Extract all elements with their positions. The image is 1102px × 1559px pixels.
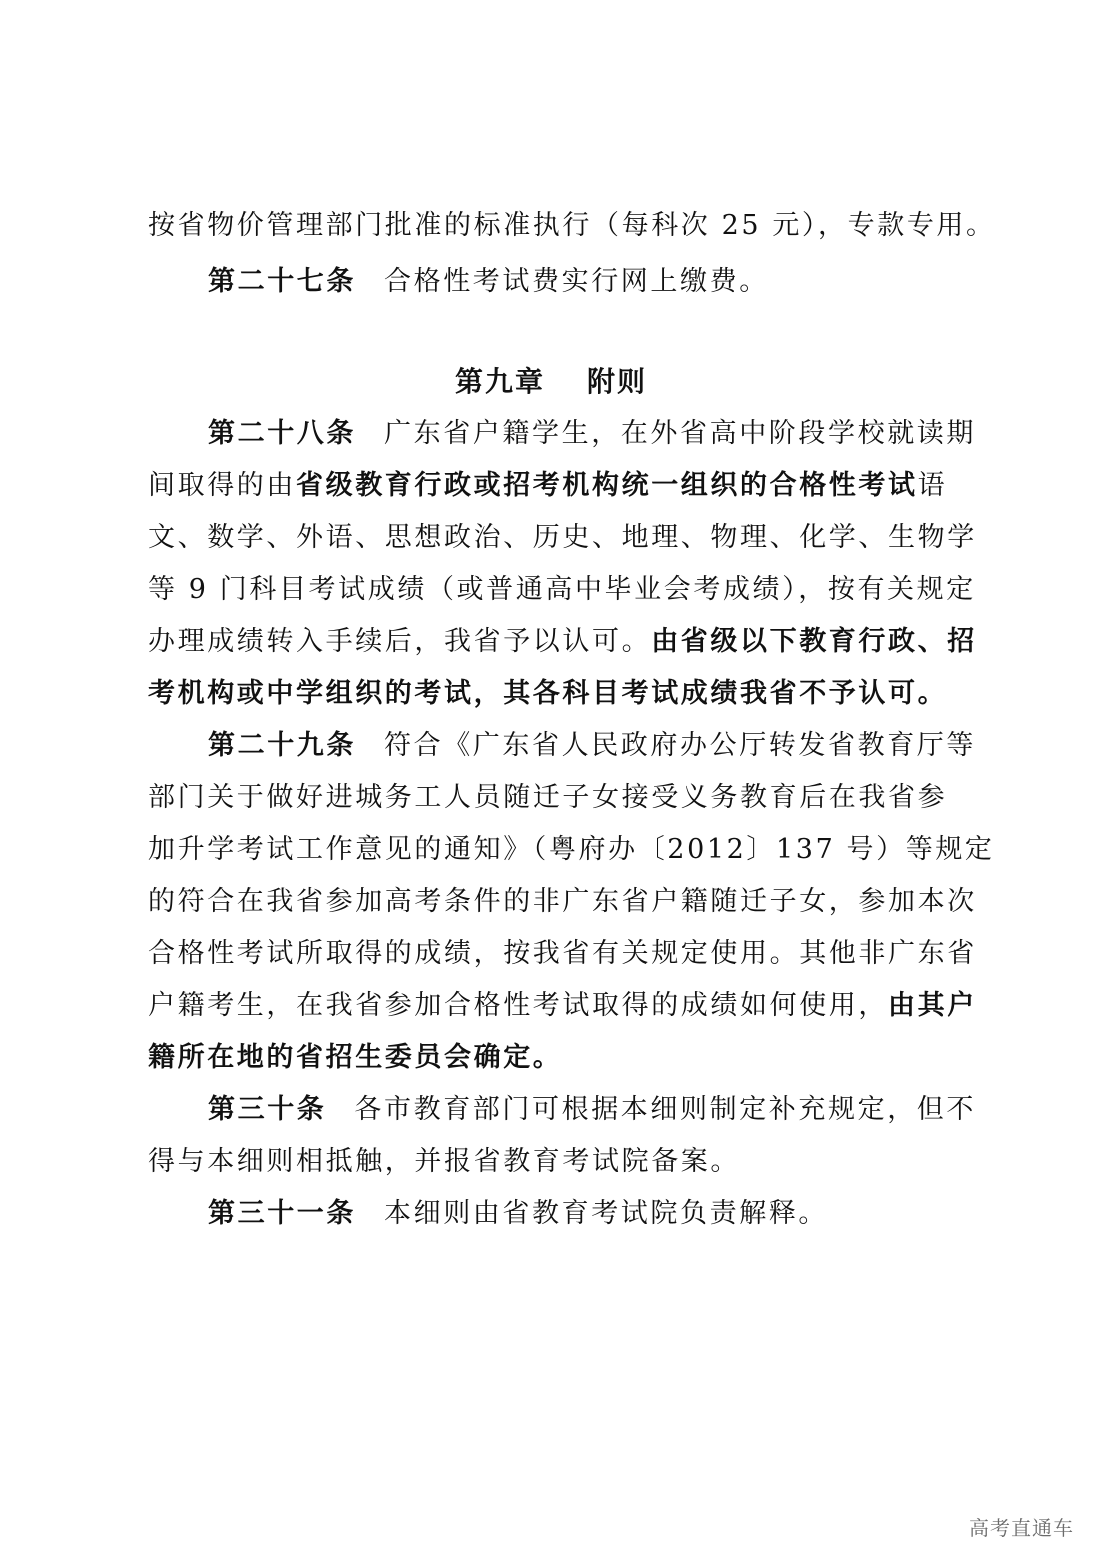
text-line: 等 9 门科目考试成绩（或普通高中毕业会考成绩），按有关规定: [148, 574, 976, 605]
bold-text-segment: 由省级以下教育行政、招: [651, 626, 977, 657]
text-segment: 户籍考生，在我省参加合格性考试取得的成绩如何使用，: [148, 990, 888, 1021]
text-line: 得与本细则相抵触，并报省教育考试院备案。: [148, 1146, 740, 1177]
article-label: 第二十九条: [208, 730, 356, 761]
text-segment: 语: [917, 470, 948, 501]
article-27: [208, 262, 1028, 302]
article-label: 第二十七条: [208, 266, 356, 297]
text-line: [148, 986, 977, 1026]
chapter-number: 第九章: [454, 365, 545, 398]
text-line: [148, 622, 977, 662]
article-30: [208, 1090, 1028, 1130]
bold-text-line: 籍所在地的省招生委员会确定。: [148, 1042, 563, 1073]
chapter-heading: [0, 362, 1102, 402]
article-label: 第三十一条: [208, 1198, 356, 1229]
article-label: 第三十条: [208, 1094, 327, 1125]
text-line: 按省物价管理部门批准的标准执行（每科次 25 元），专款专用。: [148, 210, 996, 241]
article-text: 广东省户籍学生，在外省高中阶段学校就读期: [384, 418, 976, 449]
bold-text-segment: 由其户: [888, 990, 977, 1021]
article-text: 本细则由省教育考试院负责解释。: [384, 1198, 828, 1229]
watermark: 高考直通车: [969, 1516, 1074, 1540]
text-line: 合格性考试所取得的成绩，按我省有关规定使用。其他非广东省: [148, 938, 977, 969]
text-segment: 办理成绩转入手续后，我省予以认可。: [148, 626, 652, 657]
text-line: 的符合在我省参加高考条件的非广东省户籍随迁子女，参加本次: [148, 886, 977, 917]
bold-text-line: 考机构或中学组织的考试，其各科目考试成绩我省不予认可。: [148, 678, 948, 709]
article-text: 合格性考试费实行网上缴费。: [384, 266, 769, 297]
article-label: 第二十八条: [208, 418, 356, 449]
article-text: 各市教育部门可根据本细则制定补充规定，但不: [354, 1094, 977, 1125]
text-line: [148, 466, 968, 506]
bold-text-segment: 省级教育行政或招考机构统一组织的合格性考试: [296, 470, 918, 501]
chapter-title: 附则: [587, 365, 648, 398]
text-segment: 间取得的由: [148, 470, 296, 501]
article-28: [208, 414, 1028, 454]
text-line: 部门关于做好进城务工人员随迁子女接受义务教育后在我省参: [148, 782, 948, 813]
text-line: 文、数学、外语、思想政治、历史、地理、物理、化学、生物学: [148, 522, 977, 553]
article-29: [208, 726, 1028, 766]
text-line: 加升学考试工作意见的通知》（粤府办〔2012〕137 号）等规定: [148, 834, 995, 865]
article-text: 符合《广东省人民政府办公厅转发省教育厅等: [384, 730, 976, 761]
article-31: [208, 1194, 1028, 1234]
